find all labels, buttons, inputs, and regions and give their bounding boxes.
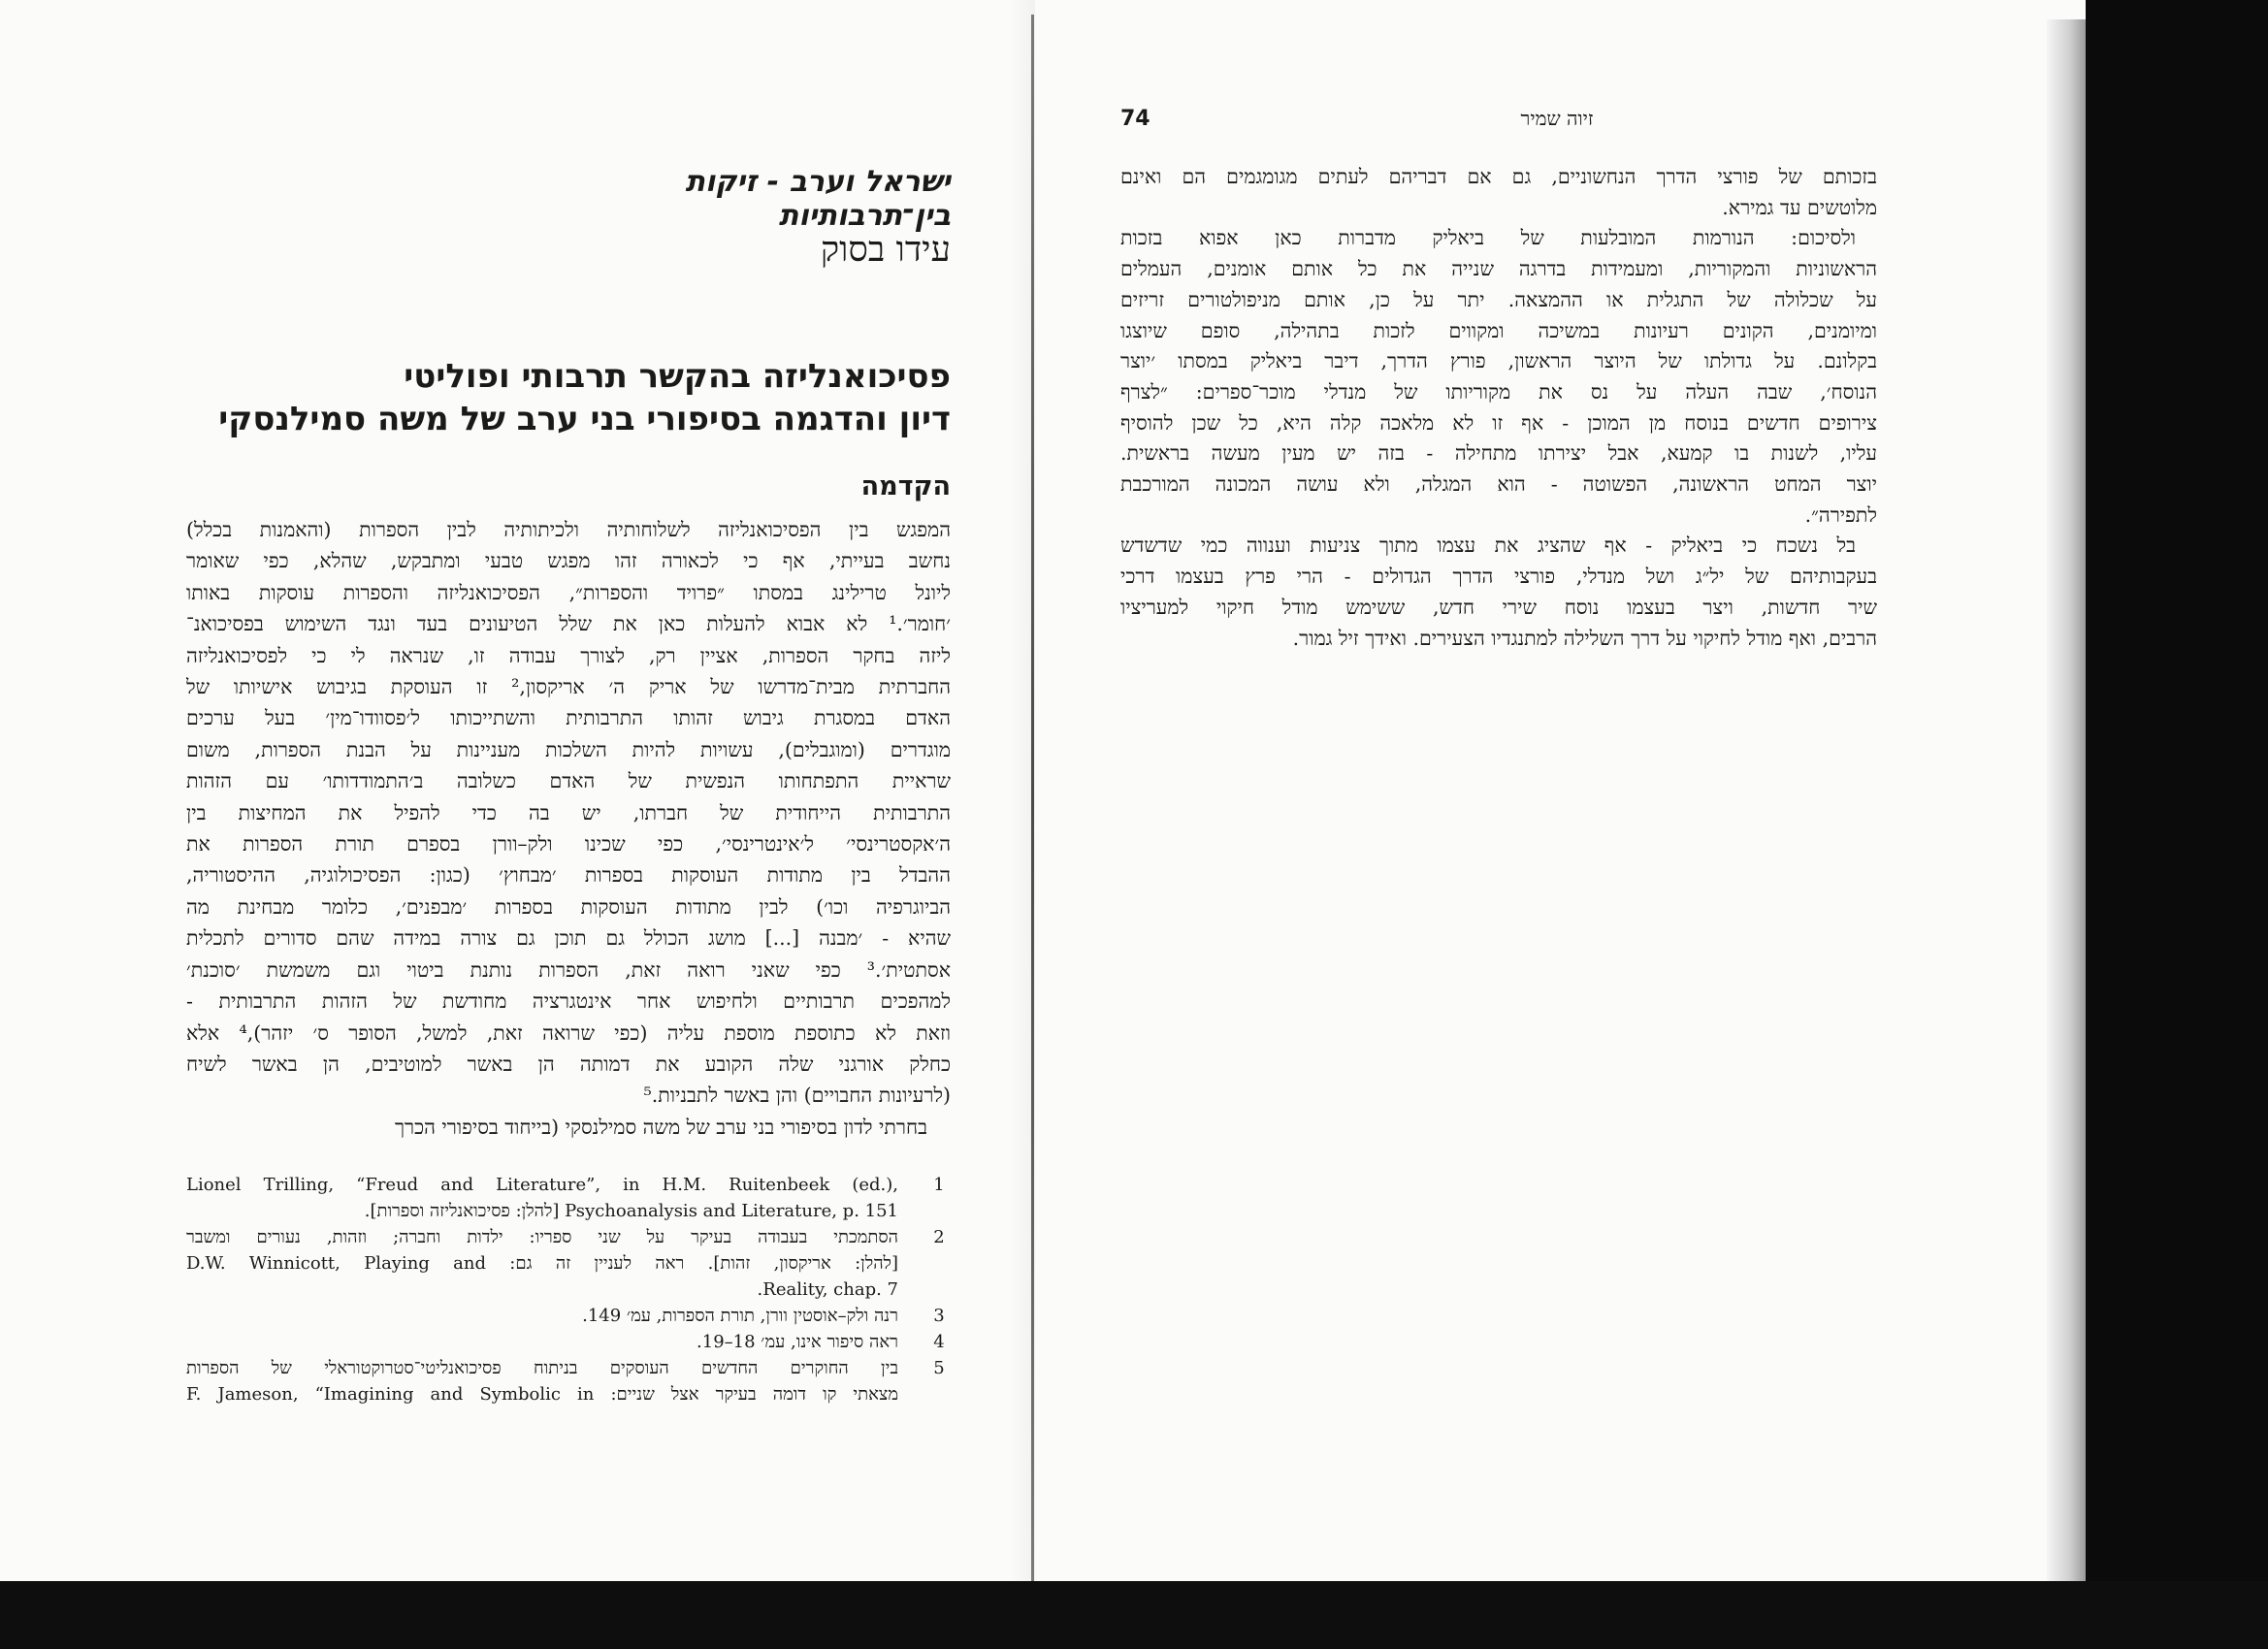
text-line: עליו, לשנות בו קמעא, אבל יצירתו מתחילה - בזה יש מעין מעשה בראשית. [1120, 441, 1877, 466]
text-line: החברתית מבית־מדרשו של אריק ה׳ אריקסון,² זו העוסקת בגיבוש אישיותו של [186, 675, 951, 699]
footnote-number: 2 [933, 1227, 945, 1247]
footnote-number: 4 [933, 1332, 945, 1352]
text-line: ׳חומר׳.¹ לא אבוא להעלות כאן את שלל הטיעונים בעד ונגד השימוש בפסיכואנ־ [186, 612, 951, 636]
text-line: ומיומנים, הקונים רעיונות במשיכה ומקווים לזכות בתהילה, סופם שיוצגו [1120, 318, 1877, 342]
footnote-line: Psychoanalysis and Literature, p. 151 [להלן: פסיכואנליזה וספרות]. [364, 1201, 898, 1221]
right-page-header [1120, 107, 1877, 140]
article-title [136, 355, 951, 440]
text-line: ה׳אקסטרינסי׳ ל׳אינטרינסי׳, כפי שכינו ולק–וורן בספרם תורת הספרות את [186, 832, 951, 857]
text-line: המפגש בין הפסיכואנליזה לשלוחותיה ולכיתותיה לבין הספרות (והאמנות בכלל) [186, 518, 951, 541]
left-body-text [186, 514, 951, 1143]
series-title: ישראל וערב - זיקות בין־תרבותיות [685, 165, 951, 233]
text-line: נחשב בעייתי, אף כי לכאורה זהו מפגש טבעי ומתבקש, שהלא, כפי שאומר [186, 549, 951, 573]
text-line: התרבותית הייחודית של חברתו, יש בה כדי להפיל את המחיצות בין [186, 800, 951, 824]
text-line: הראשוניות והמקוריות, ומעמידות בדרגה שנייה את כל אותם אומנים, העמלים [1120, 257, 1877, 281]
article-title-line-1: פסיכואנליזה בהקשר תרבותי ופוליטי [404, 357, 951, 396]
footnote-line: מצאתי קו דומה בעיקר אצל שניים: F. Jameson, “Imagining and Symbolic in [186, 1384, 898, 1405]
text-line: בל נשכח כי ביאליק - אף שהציג את עצמו מתוך צניעות וענווה כמי שדשדש [1120, 534, 1856, 558]
text-line: על שכלולה של התגלית או ההמצאה. יתר על כן, אותם מניפולטורים זריזים [1120, 287, 1877, 311]
text-line: שראיית התפתחותו הנפשית של האדם כשלובה ב׳התמודדותו׳ עם הזהות [186, 769, 951, 793]
text-line: הרבים, ואף מודל לחיקוי על דרך השלילה למתנגדיו הצעירים. ואידך זיל גמור. [1292, 626, 1877, 650]
text-line: אסתטית׳.³ כפי שאני רואה זאת, הספרות נותנת ביטוי וגם משמשת ׳סוכנת׳ [186, 957, 951, 982]
text-line: האדם במסגרת גיבוש זהותו התרבותית והשתייכותו ל׳פסוודו־מין׳ בעל ערכים [186, 706, 951, 730]
article-subtitle: דיון והדגמה בסיפורי בני ערב של משה סמילנסקי [218, 400, 951, 438]
footnotes [186, 1172, 951, 1407]
text-line: צירופים חדשים בנוסח מן המוכן - אף זו לא מלאכה קלה היא, כל שכן להוסיף [1120, 410, 1877, 435]
page-number: 74 [1120, 107, 1150, 131]
text-line: הביוגרפיה וכו׳) לבין מתודות העוסקות בספרות ׳מבפנים׳, כלומר מבחינת מה [186, 894, 951, 919]
footnote [186, 1224, 951, 1303]
left-page [0, 0, 1035, 1581]
section-heading: הקדמה [860, 471, 951, 501]
text-line: מלוטשים עד גמירא. [1722, 195, 1877, 219]
text-line: ההבדל בין מתודות העוסקות בספרות ׳מבחוץ׳ (כגון: הפסיכולוגיה, ההיסטוריה, [186, 863, 951, 888]
text-line: כחלק אורגני שלה הקובע את דמותה הן באשר למוטיבים, הן באשר לשיח [186, 1051, 951, 1076]
text-line: ולסיכום: הנורמות המובלעות של ביאליק מדברות כאן אפוא בזכות [1120, 226, 1856, 250]
footnote [186, 1329, 951, 1355]
book-gutter [1031, 15, 1034, 1581]
text-line: ליזה בחקר הספרות, אציין רק, לצורך עבודה זו, שנראה לי כי לפסיכואנליזה [186, 643, 951, 667]
footnote-line: ראה סיפור אינו, עמ׳ 18–19. [697, 1332, 898, 1352]
text-line: יוצר המחט הראשונה, הפשוטה - הוא המגלה, ולא עושה המכונה המורכבת [1120, 472, 1877, 497]
text-line: (לרעיונות החבויים) והן באשר לתבניות.⁵ [643, 1083, 951, 1108]
running-head: זיוה שמיר [1520, 107, 1594, 130]
text-line: למהפכים תרבותיים ולחיפוש אחר אינטגרציה מחודשת של הזהות התרבותית - [186, 989, 951, 1014]
right-body-text [1120, 162, 1877, 654]
footnote-number: 1 [933, 1175, 945, 1195]
author-name: עידו בסוק [820, 230, 951, 270]
scanner-background [2086, 0, 2268, 1581]
footnote-line: הסתמכתי בעבודה בעיקר על שני ספריו: ילדות וחברה; וזהות, נעורים ומשבר [186, 1227, 898, 1247]
footnote-line: Reality, chap. 7. [757, 1279, 898, 1300]
text-line: בחרתי לדון בסיפורי בני ערב של משה סמילנסקי (בייחוד בסיפורי הכרך [394, 1115, 927, 1139]
text-line: מוגדרים (ומוגבלים), עשויות להיות השלכות מעניינות על הבנת הספרות, משום [186, 737, 951, 761]
footnote [186, 1355, 951, 1407]
footnote-line: בין החוקרים החדשים העוסקים בניתוח פסיכואנליטי־סטרוקטוראלי של הספרות [186, 1358, 898, 1378]
footnote-number: 5 [933, 1358, 945, 1378]
text-line: בזכותם של פורצי הדרך הנחשוניים, גם אם דבריהם לעתים מגומגמים הם ואינם [1120, 165, 1877, 188]
text-line: בקלונם. על גדולתו של היוצר הראשון, פורץ הדרך, דיבר ביאליק במסתו ׳יוצר [1120, 349, 1877, 373]
footnote-number: 3 [933, 1306, 945, 1326]
footnote [186, 1172, 951, 1224]
text-line: לתפירה״. [1804, 502, 1877, 527]
text-line: שהיא - ׳מבנה [...] מושג הכולל גם תוכן גם צורה במידה שהם סדורים לתכלית [186, 926, 951, 951]
text-line: ליונל טרילינג במסתו ״פרויד והספרות״, הפסיכואנליזה והספרות עוסקות באותו [186, 580, 951, 604]
text-line: הנוסח׳, שבה העלה על נס את מקוריותו של מנדלי מוכר־ספרים: ״לצרף [1120, 379, 1877, 404]
footnote-line: Lionel Trilling, “Freud and Literature”, in H.M. Ruitenbeek (ed.), [186, 1175, 898, 1195]
footnote-line: רנה ולק–אוסטין וורן, תורת הספרות, עמ׳ 149. [582, 1306, 898, 1326]
text-line: בעקבותיהם של יל״ג ושל מנדלי, פורצי הדרך הגדולים - הרי פרץ בעצמו דרכי [1120, 565, 1877, 589]
page-edge [2047, 19, 2086, 1581]
scanner-bottom-band [0, 1581, 2268, 1649]
text-line: שיר חדשות, ויצר בעצמו נוסח שירי חדש, ששימש מודל חיקוי למעריציו [1120, 595, 1877, 619]
text-line: וזאת לא כתוספת מוספת עליה (כפי שרואה זאת, למשל, הסופר ס׳ יזהר),⁴ אלא [186, 1020, 951, 1045]
footnote-line: [להלן: אריקסון, זהות]. ראה לעניין זה גם: D.W. Winnicott, Playing and [186, 1253, 898, 1274]
footnote [186, 1303, 951, 1329]
